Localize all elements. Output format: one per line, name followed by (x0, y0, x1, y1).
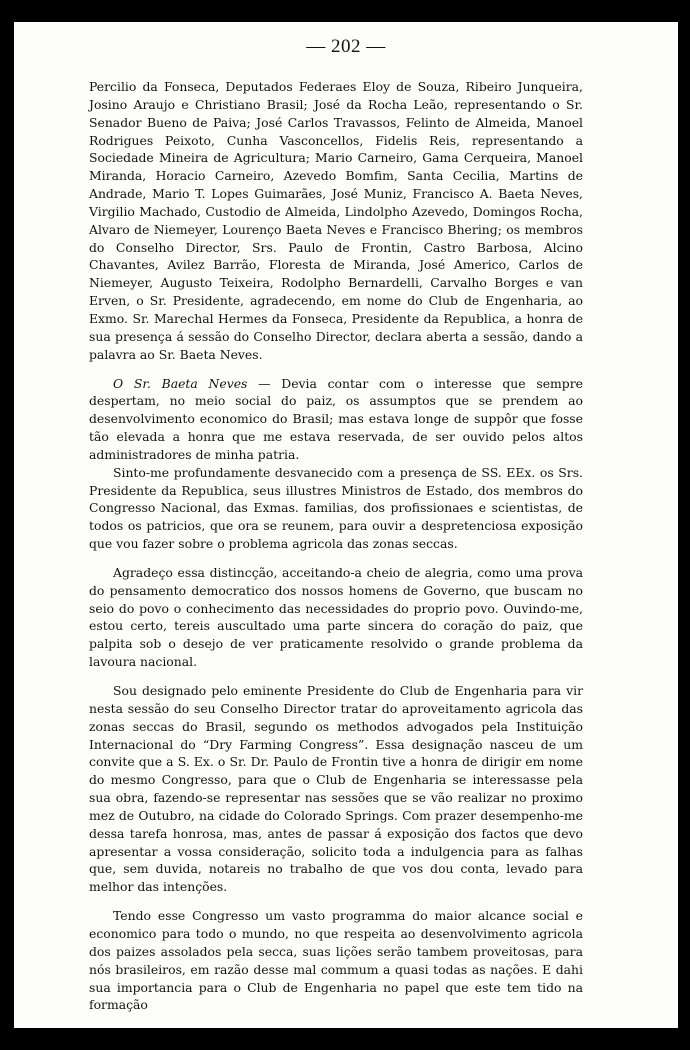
page-number: — 202 — (306, 36, 386, 57)
body-text (89, 78, 583, 1014)
paragraph-designation: Sou designado pelo eminente Presidente do Club de Engenharia para vir nesta sessão do seu Conselho Director tratar do aproveitamento agricola das zonas seccas do Brasil, segundo os methodos advogados pela Instituição Internacional do “Dry Farming Congress”. Essa designação nasceu de um convite que a S. Ex. o Sr. Dr. Paulo de Frontin tive a honra de dirigir em nome do mesmo Congresso, para que o Club de Engenharia se interessasse pela sua obra, fazendo-se representar nas sessões que se vão realizar no proximo mez de Outubro, na cidade do Colorado Springs. Com prazer desempenho-me dessa tarefa honrosa, mas, antes de passar á exposição dos factos que devo apresentar a vossa consideração, solicito toda a indulgencia para as falhas que, sem duvida, notareis no trabalho de que vos dou conta, levado para melhor das intenções. (89, 683, 583, 895)
paragraph-attendees: Percilio da Fonseca, Deputados Federaes Eloy de Souza, Ribeiro Junqueira, Josino Araujo e Christiano Brasil; José da Rocha Leão, representando o Sr. Senador Bueno de Paiva; José Carlos Travassos, Felinto de Almeida, Manoel Rodrigues Peixoto, Cunha Vasconcellos, Fidelis Reis, representando a Sociedade Mineira de Agricultura; Mario Carneiro, Gama Cerqueira, Manoel Miranda, Horacio Carneiro, Azevedo Bomfim, Santa Cecilia, Martins de Andrade, Mario T. Lopes Guimarães, José Muniz, Francisco A. Baeta Neves, Virgilio Machado, Custodio de Almeida, Lindolpho Azevedo, Domingos Rocha, Alvaro de Niemeyer, Lourenço Baeta Neves e Francisco Bhering; os membros do Conselho Director, Srs. Paulo de Frontin, Castro Barbosa, Alcino Chavantes, Avilez Barrão, Floresta de Miranda, José Americo, Carlos de Niemeyer, Augusto Teixeira, Rodolpho Bernardelli, Carvalho Borges e van Erven, o Sr. Presidente, agradecendo, em nome do Club de Engenharia, ao Exmo. Sr. Marechal Hermes da Fonseca, Presidente da Republica, a honra de sua presença á sessão do Conselho Director, declara aberta a sessão, dando a palavra ao Sr. Baeta Neves. (89, 79, 583, 362)
paragraph-gratitude: Sinto-me profundamente desvanecido com a presença de SS. EEx. os Srs. Presidente da Republica, seus illustres Ministros de Estado, dos membros do Congresso Nacional, das Exmas. familias, dos profissionaes e scientistas, de todos os patricios, que ora se reunem, para ouvir a despretenciosa exposição que vou fazer sobre o problema agricola das zonas seccas. (89, 464, 583, 552)
paragraph-speech-opening (89, 375, 583, 464)
paragraph-congress: Tendo esse Congresso um vasto programma do maior alcance social e economico para todo o mundo, no que respeita ao desenvolvimento agricola dos paizes assolados pela secca, suas lições serão tambem proveitosas, para nós brasileiros, em razão desse mal commum a quasi todas as nações. E dahi sua importancia para o Club de Engenharia no papel que este tem tido na formação (89, 908, 583, 1013)
document-page (14, 22, 678, 1028)
speech-opening-text: — Devia contar com o interesse que sempre despertam, no meio social do paiz, os assumptos que se prendem ao desenvolvimento economico do Brasil; mas estava longe de suppôr que fosse tão elevada a honra que me estava reservada, de ser ouvido pelos altos administradores de minha patria. (89, 375, 583, 462)
paragraph-distinction: Agradeço essa distincção, acceitando-a cheio de alegria, como uma prova do pensamento democratico dos nossos homens de Governo, que buscam no seio do povo o conhecimento das necessidades do proprio povo. Ouvindo-me, estou certo, tereis auscultado uma parte sincera do coração do paiz, que palpita sob o desejo de ver praticamente resolvido o grande problema da lavoura nacional. (89, 564, 583, 670)
speaker-name: O Sr. Baeta Neves (113, 375, 248, 391)
